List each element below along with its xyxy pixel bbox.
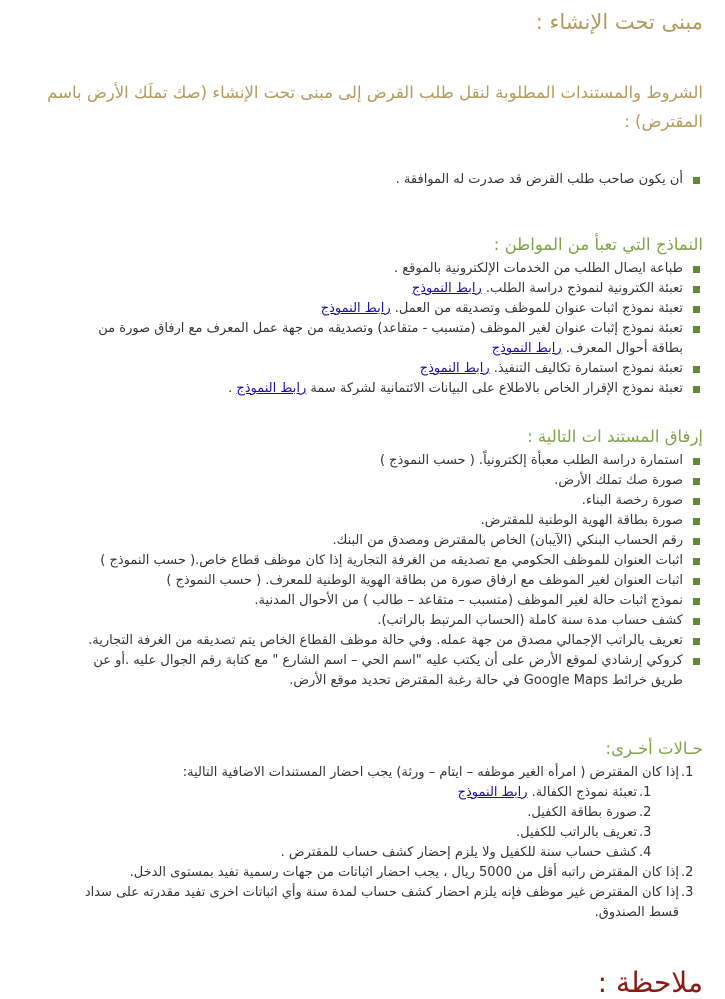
list-item-text: تعبئة نموذج استمارة تكاليف التنفيذ. (489, 361, 683, 376)
list-item-text: تعبئة نموذج إثبات عنوان لغير الموظف (متسبب - متقاعد) وتصديقه من جهة عمل المعرف مع ارفاق صورة من بطاقة أحوال المعرف. (98, 321, 683, 356)
list-item-text: اثبات العنوان لغير الموظف مع ارفاق صورة من بطاقة الهوية الوطنية للمعرف. ( حسب النموذج ) (166, 573, 683, 588)
list-item-text: رقم الحساب البنكي (الآيبان) الخاص بالمقترض ومصدق من البنك. (332, 533, 683, 548)
list-item (63, 551, 703, 571)
list-item (63, 883, 703, 923)
note-heading: ملاحظة : (597, 966, 703, 999)
list-item (63, 491, 703, 511)
list-item (63, 259, 703, 279)
list-item-text: كشف حساب مدة سنة كاملة (الحساب المرتبط بالراتب). (377, 613, 683, 628)
attachments-heading: إرفاق المستند ات التالية : (527, 427, 703, 446)
list-item (63, 471, 703, 491)
sub-list (63, 783, 679, 863)
list-item (63, 279, 703, 299)
list-item-text: اثبات العنوان للموظف الحكومي مع تصديقه من الغرفة التجارية إذا كان موظف قطاع خاص.( حسب النموذج ) (100, 553, 683, 568)
item-number: 2. (639, 805, 652, 820)
list-item (63, 631, 703, 651)
list-item (63, 359, 703, 379)
list-item-text: طباعة ايصال الطلب من الخدمات الإلكترونية بالموقع . (394, 261, 683, 276)
list-item (63, 379, 703, 399)
list-item-text: صورة رخصة البناء. (581, 493, 683, 508)
list-item (63, 611, 703, 631)
list-item-text: تعريف بالراتب الإجمالي مصدق من جهة عمله. وفي حالة موظف القطاع الخاص يتم تصديقه من الغرفة التجارية. (88, 633, 683, 648)
conditions-heading: الشروط والمستندات المطلوبة لنقل طلب القرض إلى مبنى تحت الإنشاء (صك تملَك الأرض باسم المقترض) : (47, 83, 703, 131)
other-cases-list (63, 763, 703, 923)
form-link[interactable]: رابط النموذج (411, 281, 482, 296)
list-item (63, 299, 703, 319)
list-item-text: صورة بطاقة الكفيل. (527, 805, 637, 820)
list-item-text: استمارة دراسة الطلب معبأة إلكترونياً. ( حسب النموذج ) (379, 453, 683, 468)
citizen-forms-heading: النماذج التي تعبأ من المواطن : (493, 235, 703, 254)
list-item-text: تعبئة نموذج الإقرار الخاص بالاطلاع على البيانات الائتمانية لشركة سمة (306, 381, 683, 396)
form-link[interactable]: رابط النموذج (419, 361, 490, 376)
sub-list-item (63, 803, 679, 823)
list-item-text: إذا كان المقترض غير موظف فإنه يلزم احضار كشف حساب لمدة سنة وأي اثباتات اخرى تفيد مقدرته على سداد قسط الصندوق. (84, 885, 679, 920)
page-title: مبنى تحت الإنشاء : (535, 10, 703, 34)
list-item-text: أن يكون صاحب طلب القرض قد صدرت له الموافقة . (395, 172, 683, 187)
list-item (63, 591, 703, 611)
list-item-text: صورة بطاقة الهوية الوطنية للمقترض. (480, 513, 683, 528)
sub-list-item (63, 823, 679, 843)
other-cases-heading: حـالات أخـرى: (605, 739, 703, 758)
citizen-forms-list (63, 259, 703, 399)
list-item-suffix: . (228, 381, 237, 396)
list-item (63, 511, 703, 531)
list-item (63, 763, 703, 863)
form-link[interactable]: رابط النموذج (457, 785, 528, 800)
form-link[interactable]: رابط النموذج (491, 341, 562, 356)
item-number: 1. (639, 785, 652, 800)
item-number: 4. (639, 845, 652, 860)
attachments-list (63, 451, 703, 691)
sub-list-item (63, 843, 679, 863)
list-item-text: نموذج اثبات حالة لغير الموظف (متسبب – متقاعد – طالب ) من الأحوال المدنية. (254, 593, 683, 608)
item-number: 1. (681, 765, 694, 780)
list-item-text: تعريف بالراتب للكفيل. (515, 825, 637, 840)
list-item (63, 531, 703, 551)
list-item-text: صورة صك تملك الأرض. (554, 473, 683, 488)
list-item (63, 863, 703, 883)
item-number: 3. (639, 825, 652, 840)
sub-list-item (63, 783, 679, 803)
list-item-text: كروكي إرشادي لموقع الأرض على أن يكتب عليه "اسم الحي – اسم الشارع " مع كتابة رقم الجوال عليه .أو عن طريق خرائط Google Maps في حالة رغبة المقترض تحديد موقع الأرض. (93, 653, 683, 688)
list-item-text: إذا كان المقترض راتبه أقل من 5000 ريال ، يجب احضار اثباتات من جهات رسمية تفيد بمستوى الدخل. (129, 865, 679, 880)
form-link[interactable]: رابط النموذج (236, 381, 307, 396)
list-item (63, 571, 703, 591)
list-item-text: تعبئة نموذج اثبات عنوان للموظف وتصديقه من العمل. (390, 301, 683, 316)
list-item-text: تعبئة الكترونية لنموذج دراسة الطلب. (481, 281, 683, 296)
approval-list (63, 170, 703, 190)
list-item (63, 451, 703, 471)
list-item (63, 319, 703, 359)
list-item (63, 170, 703, 190)
list-item-text: تعبئة نموذج الكفالة. (527, 785, 637, 800)
list-item (63, 651, 703, 691)
form-link[interactable]: رابط النموذج (320, 301, 391, 316)
item-number: 3. (681, 885, 694, 900)
list-item-text: كشف حساب سنة للكفيل ولا يلزم إحضار كشف حساب للمقترض . (280, 845, 637, 860)
list-item-text: إذا كان المقترض ( امرأه الغير موظفه – ايتام – ورثة) يجب احضار المستندات الاضافية التالية: (182, 765, 679, 780)
item-number: 2. (681, 865, 694, 880)
